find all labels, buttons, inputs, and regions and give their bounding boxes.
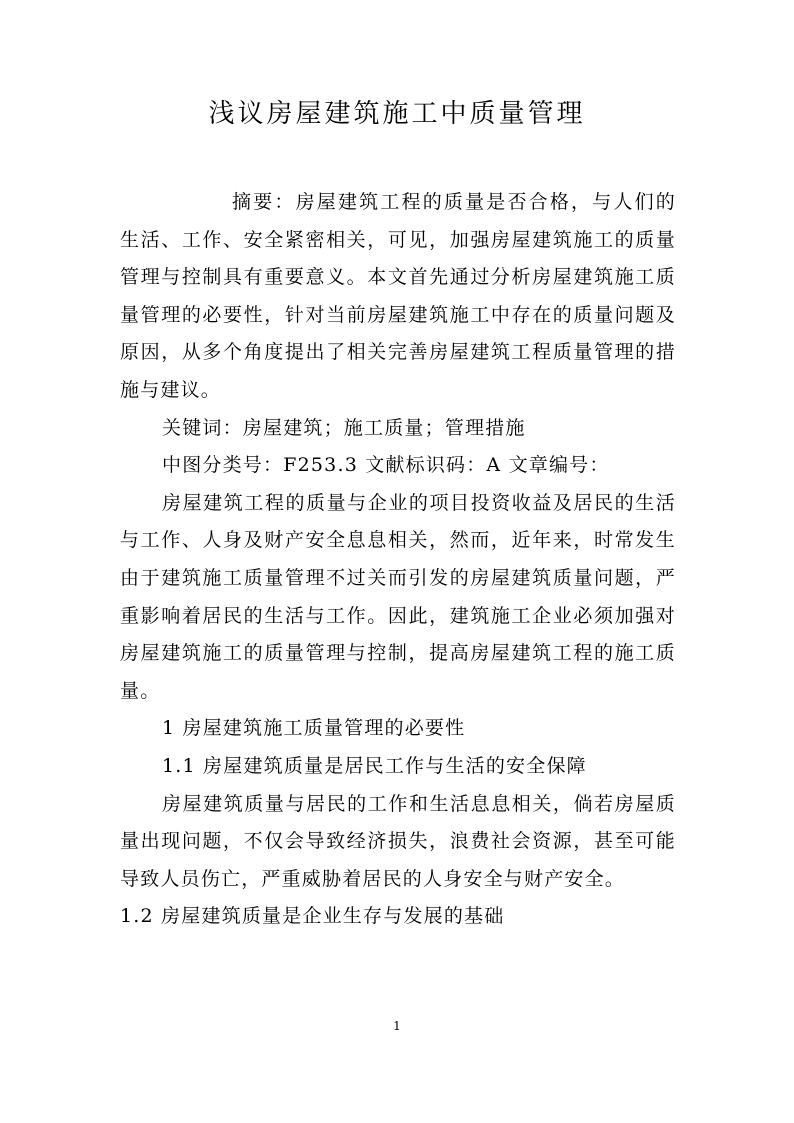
keywords-line: 关键词：房屋建筑；施工质量；管理措施 <box>162 416 526 439</box>
body-paragraph: 房屋建筑质量与居民的工作和生活息息相关，倘若房屋质量出现问题，不仅会导致经济损失，浪费社会资源，甚至可能导致人员伤亡，严重威胁着居民的人身安全与财产安全。 <box>120 792 676 890</box>
document-body <box>120 184 676 936</box>
intro-paragraph: 房屋建筑工程的质量与企业的项目投资收益及居民的生活与工作、人身及财产安全息息相关，然而，近年来，时常发生由于建筑施工质量管理不过关而引发的房屋建筑质量问题，严重影响着居民的生活与工作。因此，建筑施工企业必须加强对房屋建筑施工的质量管理与控制，提高房屋建筑工程的施工质量。 <box>120 491 676 702</box>
subsection-heading-1-2: 1.2 房屋建筑质量是企业生存与发展的基础 <box>120 905 505 928</box>
subsection-heading-1-1: 1.1 房屋建筑质量是居民工作与生活的安全保障 <box>162 754 587 777</box>
page-number: 1 <box>393 1019 401 1033</box>
classification-line: 中图分类号：F253.3 文献标识码：A 文章编号： <box>162 454 610 477</box>
document-title: 浅议房屋建筑施工中质量管理 <box>208 99 586 129</box>
section-heading-1: 1 房屋建筑施工质量管理的必要性 <box>162 717 466 740</box>
abstract-paragraph: 摘要：房屋建筑工程的质量是否合格，与人们的生活、工作、安全紧密相关，可见，加强房屋建筑施工的质量管理与控制具有重要意义。本文首先通过分析房屋建筑施工质量管理的必要性，针对当前房屋建筑施工中存在的质量问题及原因，从多个角度提出了相关完善房屋建筑工程质量管理的措施与建议。 <box>120 191 676 401</box>
